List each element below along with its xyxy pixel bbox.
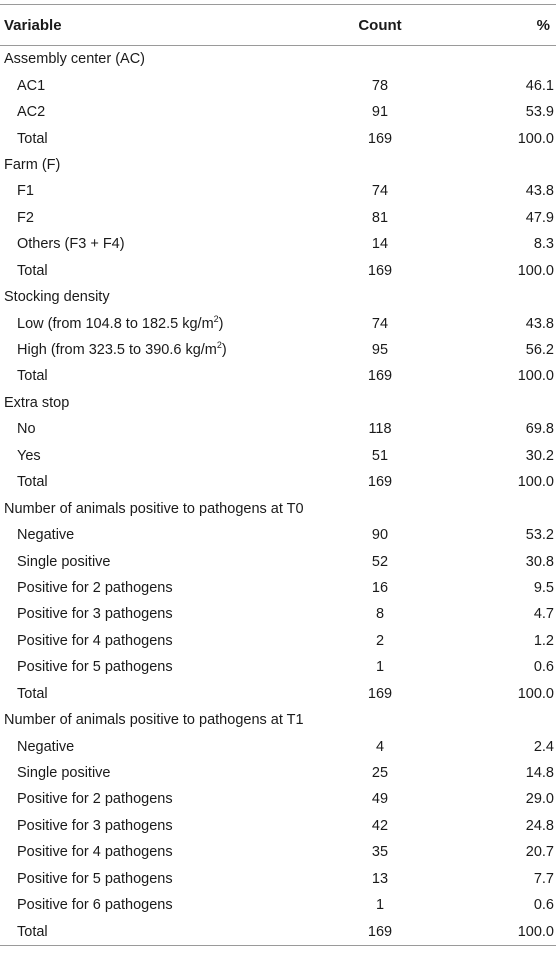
row-label-suffix: )	[221, 342, 227, 359]
row-label-text: Total	[17, 368, 48, 385]
row-label-text: F1	[17, 183, 34, 200]
group-label: Number of animals positive to pathogens at T1	[4, 712, 304, 729]
table-row	[0, 760, 556, 786]
row-label-text: AC1	[17, 77, 46, 94]
group-label: Assembly center (AC)	[4, 51, 146, 68]
row-percent: 30.2	[525, 447, 554, 464]
row-label	[0, 897, 320, 913]
bottom-rule	[0, 945, 556, 946]
row-percent: 100.0	[517, 474, 554, 491]
row-label	[0, 183, 320, 199]
header-variable: Variable	[4, 16, 62, 34]
row-percent: 56.2	[525, 342, 554, 359]
table-row	[0, 258, 556, 284]
row-label-text: Total	[17, 474, 48, 491]
row-count: 91	[371, 104, 389, 121]
group-label: Stocking density	[4, 289, 110, 306]
row-count: 49	[371, 791, 389, 808]
row-count: 95	[371, 342, 389, 359]
group-header-row	[0, 284, 556, 310]
row-label-text: No	[17, 421, 36, 438]
row-label	[0, 659, 320, 675]
row-label-text: Single positive	[17, 765, 111, 782]
row-percent: 43.8	[525, 183, 554, 200]
row-count: 78	[371, 77, 389, 94]
row-count: 51	[371, 447, 389, 464]
row-label	[0, 236, 320, 252]
row-label-text: Total	[17, 262, 48, 279]
row-label	[0, 368, 320, 384]
row-label-text: F2	[17, 209, 34, 226]
data-table	[0, 4, 556, 946]
row-percent: 100.0	[517, 685, 554, 702]
row-label-superscript: 2	[213, 313, 219, 324]
header-percent: %	[536, 16, 550, 34]
row-percent: 53.9	[525, 104, 554, 121]
table-row	[0, 231, 556, 257]
row-count: 8	[375, 606, 385, 623]
row-count: 169	[367, 130, 393, 147]
row-label	[0, 448, 320, 464]
row-label	[0, 131, 320, 147]
row-count: 2	[375, 632, 385, 649]
table-body	[0, 46, 556, 945]
row-label-text: Others (F3 + F4)	[17, 236, 125, 253]
row-percent: 24.8	[525, 817, 554, 834]
row-label-text: Negative	[17, 738, 75, 755]
table-row	[0, 522, 556, 548]
row-count: 169	[367, 262, 393, 279]
table-row	[0, 628, 556, 654]
row-label	[0, 210, 320, 226]
group-label: Number of animals positive to pathogens at T0	[4, 500, 304, 517]
row-percent: 9.5	[533, 579, 554, 596]
table-row	[0, 548, 556, 574]
row-count: 16	[371, 579, 389, 596]
group-header-row	[0, 46, 556, 72]
row-percent: 69.8	[525, 421, 554, 438]
row-percent: 53.2	[525, 527, 554, 544]
row-percent: 43.8	[525, 315, 554, 332]
table-row	[0, 72, 556, 98]
row-percent: 14.8	[525, 765, 554, 782]
row-label	[0, 313, 320, 332]
row-label-text: Positive for 2 pathogens	[17, 579, 173, 596]
row-label	[0, 421, 320, 437]
group-header-row	[0, 707, 556, 733]
row-percent: 100.0	[517, 368, 554, 385]
table-row	[0, 125, 556, 151]
row-label-text: Positive for 5 pathogens	[17, 870, 173, 887]
table-row	[0, 205, 556, 231]
table-row	[0, 363, 556, 389]
row-label	[0, 474, 320, 490]
row-label	[0, 739, 320, 755]
row-percent: 7.7	[533, 870, 554, 887]
row-label	[0, 871, 320, 887]
row-count: 81	[371, 209, 389, 226]
row-count: 169	[367, 368, 393, 385]
table-row	[0, 469, 556, 495]
row-count: 169	[367, 474, 393, 491]
row-label-text: High (from 323.5 to 390.6 kg/m	[17, 342, 217, 359]
row-count: 74	[371, 315, 389, 332]
row-percent: 100.0	[517, 130, 554, 147]
row-label	[0, 527, 320, 543]
row-percent: 2.4	[533, 738, 554, 755]
row-label-text: Positive for 3 pathogens	[17, 606, 173, 623]
table-row	[0, 416, 556, 442]
table-row	[0, 601, 556, 627]
row-count: 1	[375, 897, 385, 914]
row-percent: 30.8	[525, 553, 554, 570]
row-label-text: Yes	[17, 447, 41, 464]
table-row	[0, 839, 556, 865]
row-count: 1	[375, 659, 385, 676]
row-label-text: Positive for 3 pathogens	[17, 817, 173, 834]
row-label-text: Positive for 4 pathogens	[17, 632, 173, 649]
group-label: Extra stop	[4, 394, 70, 411]
row-count: 25	[371, 765, 389, 782]
row-label-text: Total	[17, 130, 48, 147]
table-row	[0, 337, 556, 363]
row-label	[0, 791, 320, 807]
row-label	[0, 78, 320, 94]
row-label-superscript: 2	[216, 340, 222, 351]
row-count: 52	[371, 553, 389, 570]
row-percent: 0.6	[533, 659, 554, 676]
row-count: 169	[367, 923, 393, 940]
table-row	[0, 866, 556, 892]
table-row	[0, 786, 556, 812]
row-percent: 46.1	[525, 77, 554, 94]
header-count: Count	[358, 16, 402, 34]
group-label: Farm (F)	[4, 156, 61, 173]
row-count: 118	[368, 421, 392, 438]
row-label-text: Positive for 5 pathogens	[17, 659, 173, 676]
row-label-text: Low (from 104.8 to 182.5 kg/m	[17, 315, 214, 332]
row-label-text: Positive for 6 pathogens	[17, 897, 173, 914]
table-row	[0, 733, 556, 759]
row-label-text: Positive for 2 pathogens	[17, 791, 173, 808]
row-label-text: AC2	[17, 104, 46, 121]
row-label	[0, 580, 320, 596]
row-label-text: Negative	[17, 527, 75, 544]
row-label	[0, 765, 320, 781]
row-label-suffix: )	[218, 315, 224, 332]
row-label	[0, 263, 320, 279]
row-count: 14	[371, 236, 389, 253]
table-row	[0, 99, 556, 125]
row-percent: 100.0	[517, 262, 554, 279]
row-count: 74	[371, 183, 389, 200]
row-label	[0, 342, 320, 358]
table-row	[0, 681, 556, 707]
table-row	[0, 813, 556, 839]
row-percent: 1.2	[533, 632, 554, 649]
table-row	[0, 443, 556, 469]
table-row	[0, 892, 556, 918]
row-label-text: Total	[17, 685, 48, 702]
row-label	[0, 606, 320, 622]
row-count: 169	[367, 685, 393, 702]
row-label	[0, 104, 320, 120]
row-label-text: Positive for 4 pathogens	[17, 844, 173, 861]
row-label	[0, 686, 320, 702]
row-label	[0, 554, 320, 570]
row-label	[0, 818, 320, 834]
row-percent: 29.0	[525, 791, 554, 808]
row-label	[0, 633, 320, 649]
row-percent: 47.9	[525, 209, 554, 226]
table-header	[0, 5, 556, 46]
row-percent: 8.3	[533, 236, 554, 253]
group-header-row	[0, 152, 556, 178]
group-header-row	[0, 495, 556, 521]
row-label-text: Total	[17, 923, 48, 940]
row-percent: 20.7	[525, 844, 554, 861]
row-percent: 4.7	[533, 606, 554, 623]
row-count: 13	[371, 870, 389, 887]
table-row	[0, 918, 556, 944]
row-label	[0, 844, 320, 860]
row-percent: 0.6	[533, 897, 554, 914]
row-label-text: Single positive	[17, 553, 111, 570]
row-count: 90	[371, 527, 389, 544]
row-count: 35	[371, 844, 389, 861]
row-count: 42	[371, 817, 389, 834]
group-header-row	[0, 390, 556, 416]
table-row	[0, 575, 556, 601]
row-count: 4	[375, 738, 385, 755]
table-row	[0, 178, 556, 204]
row-percent: 100.0	[517, 923, 554, 940]
table-row	[0, 310, 556, 336]
table-row	[0, 654, 556, 680]
row-label	[0, 924, 320, 940]
